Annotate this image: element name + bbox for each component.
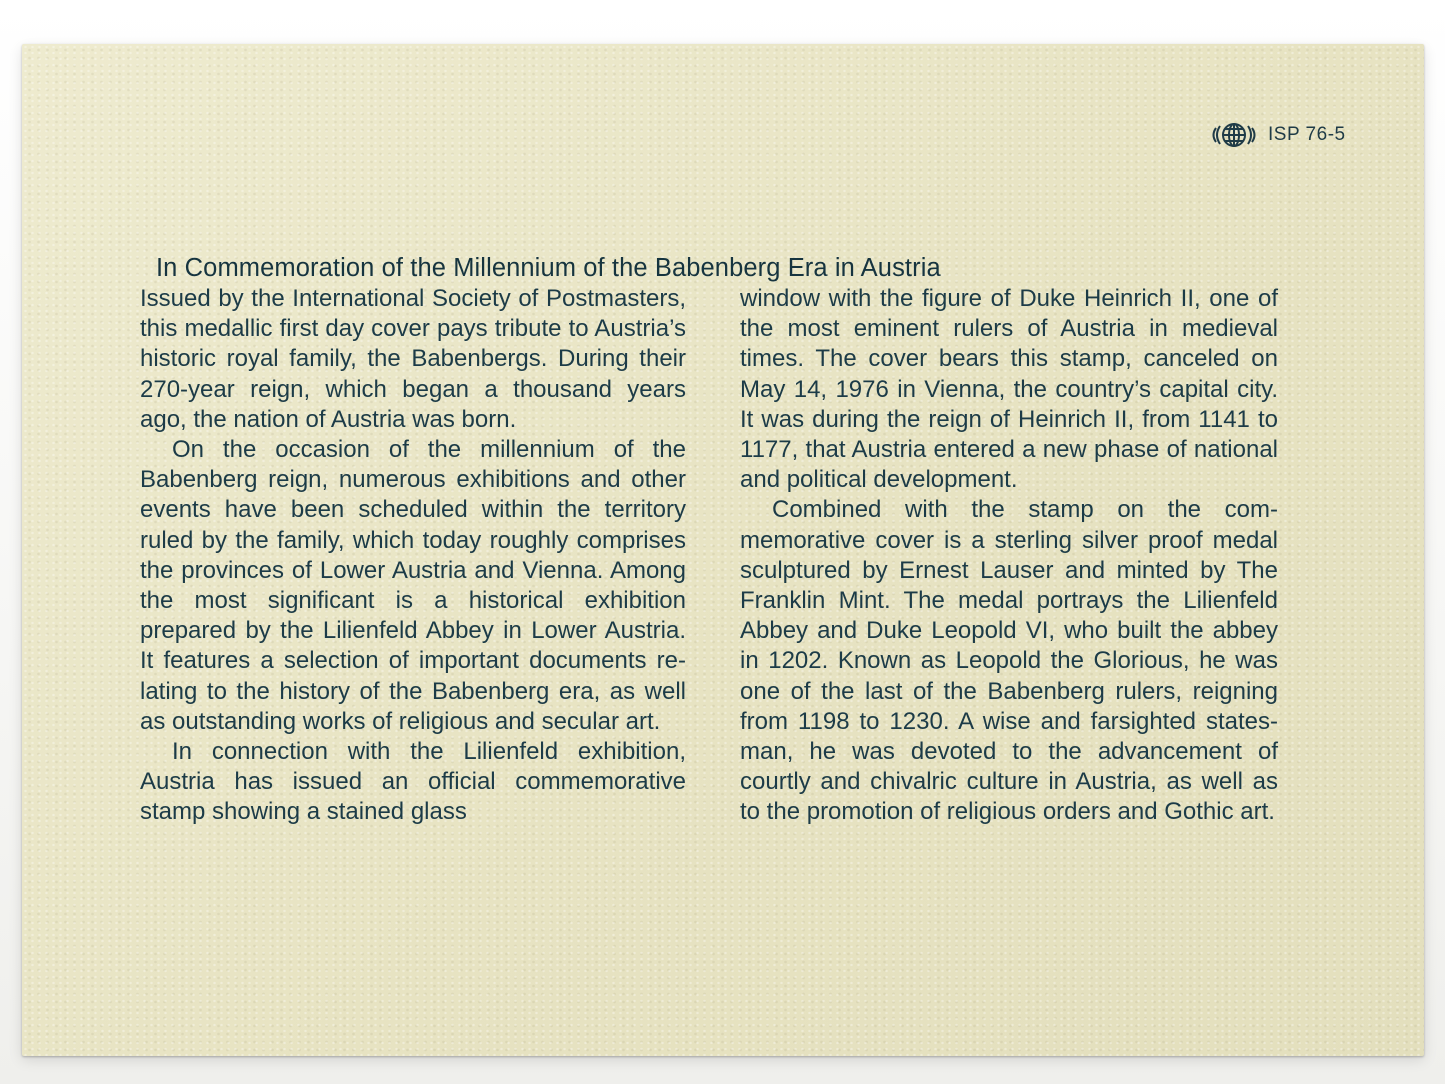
paragraph: Combined with the stamp on the commemorative cover is a sterling silver proof medal sculptured by Ernest Lauser and minted by The Franklin Mint. The medal portrays the Lilienfeld Abbey and Duke Leopold VI, who built the abbey in 1202. Known as Leopold the Glorious, he was one of the last of the Babenberg rulers, reigning from 1198 to 1230. A wise and farsighted statesman, he was devoted to the advancement of courtly and chivalric culture in Austria, as well as to the promotion of religious orders and Gothic art. (740, 496, 1278, 826)
paragraph: On the occasion of the millennium of the Babenberg reign, numerous exhibitions and other events have been scheduled within the territory ruled by the family, which today roughly comprises the provinces of Lower Austria and Vienna. Among the most significant is a historical exhibition prepared by the Lilienfeld Abbey in Lower Austria. It features a selection of important documents relating to the history of the Babenberg era, as well as outstanding works of religious and secular art. (140, 436, 686, 735)
issuer-code-block (1210, 122, 1346, 148)
right-text-column (740, 284, 1278, 828)
left-text-column (140, 284, 686, 828)
page-title: In Commemoration of the Millennium of the Babenberg Era in Austria (156, 254, 941, 282)
globe-icon (1210, 122, 1258, 148)
issue-code: ISP 76-5 (1268, 124, 1346, 145)
paragraph: window with the figure of Duke Heinrich II, one of the most eminent rulers of Austria in medieval times. The cover bears this stamp, canceled on May 14, 1976 in Vienna, the country’s capital city. It was during the reign of Heinrich II, from 1141 to 1177, that Austria entered a new phase of national and political development. (740, 285, 1278, 494)
paragraph: In connection with the Lilienfeld exhibition, Austria has issued an official commemorative stamp showing a stained glass (140, 738, 686, 826)
paragraph: Issued by the International Society of Postmasters, this medallic first day cover pays tribute to Austria’s historic royal family, the Babenbergs. During their 270-year reign, which began a thousand years ago, the nation of Austria was born. (140, 285, 686, 433)
